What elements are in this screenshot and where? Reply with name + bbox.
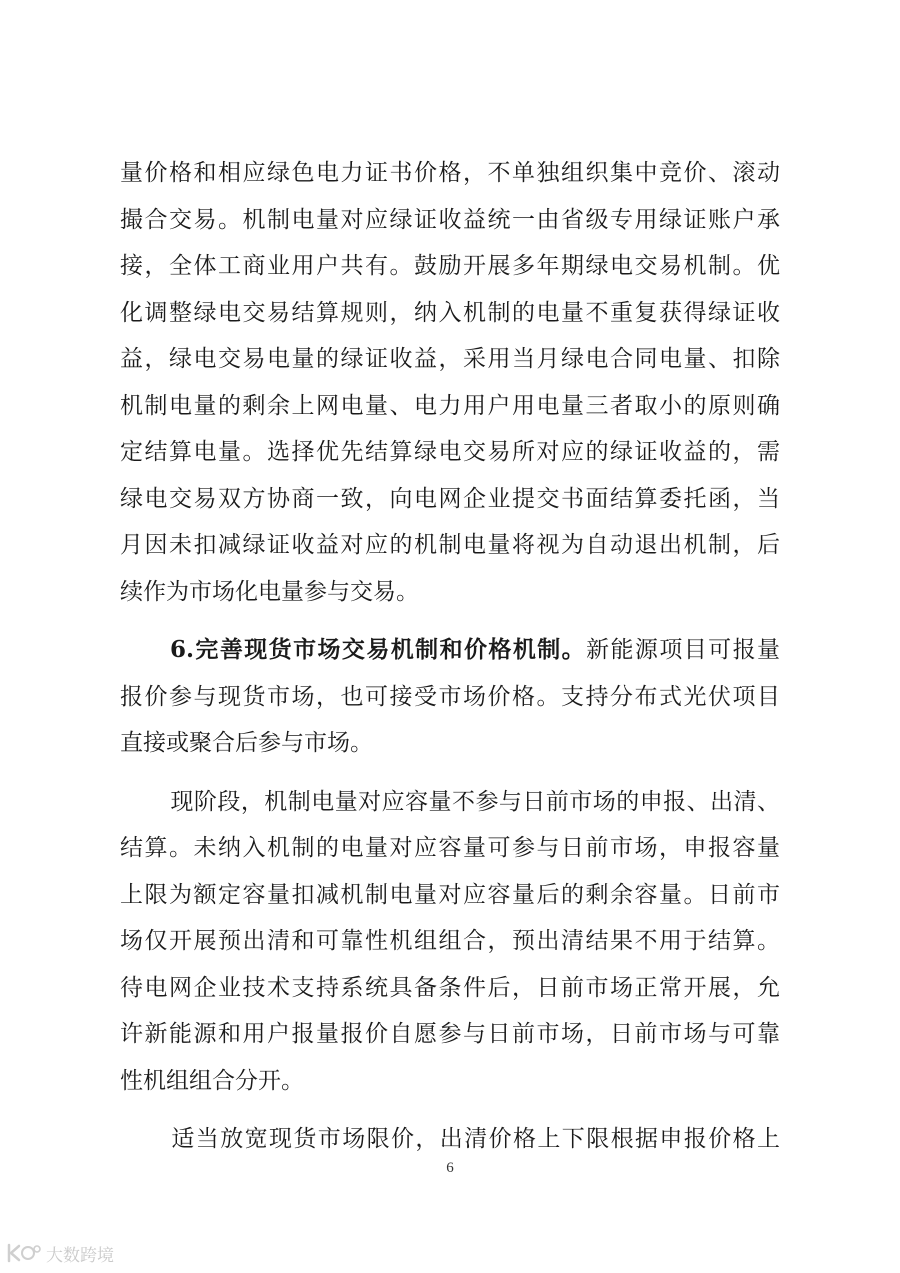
- watermark: [6, 1240, 114, 1266]
- text-line: [120, 779, 780, 826]
- paragraph-4: [120, 1116, 780, 1163]
- text-line: 续作为市场化电量参与交易。: [120, 578, 419, 605]
- section-heading: 6.完善现货市场交易机制和价格机制。: [170, 636, 587, 663]
- text-line: [120, 627, 780, 674]
- text-line: 上限为额定容量扣减机制电量对应容量后的剩余容量。日前市: [120, 881, 780, 908]
- k-logo-icon: [6, 1242, 42, 1264]
- page-number: 6: [446, 1160, 454, 1176]
- text-line: 待电网企业技术支持系统具备条件后，日前市场正常开展，允: [120, 974, 780, 1001]
- paragraph-first-line: 适当放宽现货市场限价，出清价格上下限根据申报价格上: [170, 1126, 780, 1152]
- text-line: 量价格和相应绿色电力证书价格，不单独组织集中竞价、滚动: [120, 160, 780, 186]
- text-line: 化调整绿电交易结算规则，纳入机制的电量不重复获得绿证收: [120, 299, 780, 326]
- text-line: 月因未扣减绿证收益对应的机制电量将视为自动退出机制，后: [120, 532, 780, 558]
- text-line: 益，绿电交易电量的绿证收益，采用当月绿电合同电量、扣除: [120, 346, 780, 372]
- heading-rest: 新能源项目可报量: [586, 637, 781, 663]
- text-line: 接，全体工商业用户共有。鼓励开展多年期绿电交易机制。优: [120, 253, 780, 279]
- body-text: [120, 150, 780, 1163]
- text-line: [120, 1116, 780, 1163]
- text-line: 结算。未纳入机制的电量对应容量可参与日前市场，申报容量: [120, 835, 780, 861]
- text-line: 定结算电量。选择优先结算绿电交易所对应的绿证收益的，需: [120, 439, 780, 465]
- text-line: 场仅开展预出清和可靠性机组组合，预出清结果不用于结算。: [120, 928, 780, 954]
- text-line: 撮合交易。机制电量对应绿证收益统一由省级专用绿证账户承: [120, 206, 780, 233]
- text-line: 许新能源和用户报量报价自愿参与日前市场，日前市场与可靠: [120, 1021, 780, 1047]
- paragraph-1: [120, 150, 780, 615]
- watermark-text: 大数跨境: [46, 1245, 114, 1266]
- text-line: 机制电量的剩余上网电量、电力用户用电量三者取小的原则确: [120, 392, 780, 419]
- paragraph-first-line: 现阶段，机制电量对应容量不参与日前市场的申报、出清、: [170, 788, 780, 815]
- paragraph-3: [120, 779, 780, 1105]
- paragraph-2: [120, 627, 780, 767]
- text-line: 直接或聚合后参与市场。: [120, 730, 373, 756]
- text-line: 绿电交易双方协商一致，向电网企业提交书面结算委托函，当: [120, 485, 780, 512]
- text-line: 报价参与现货市场，也可接受市场价格。支持分布式光伏项目: [120, 683, 780, 710]
- text-line: 性机组组合分开。: [120, 1067, 304, 1094]
